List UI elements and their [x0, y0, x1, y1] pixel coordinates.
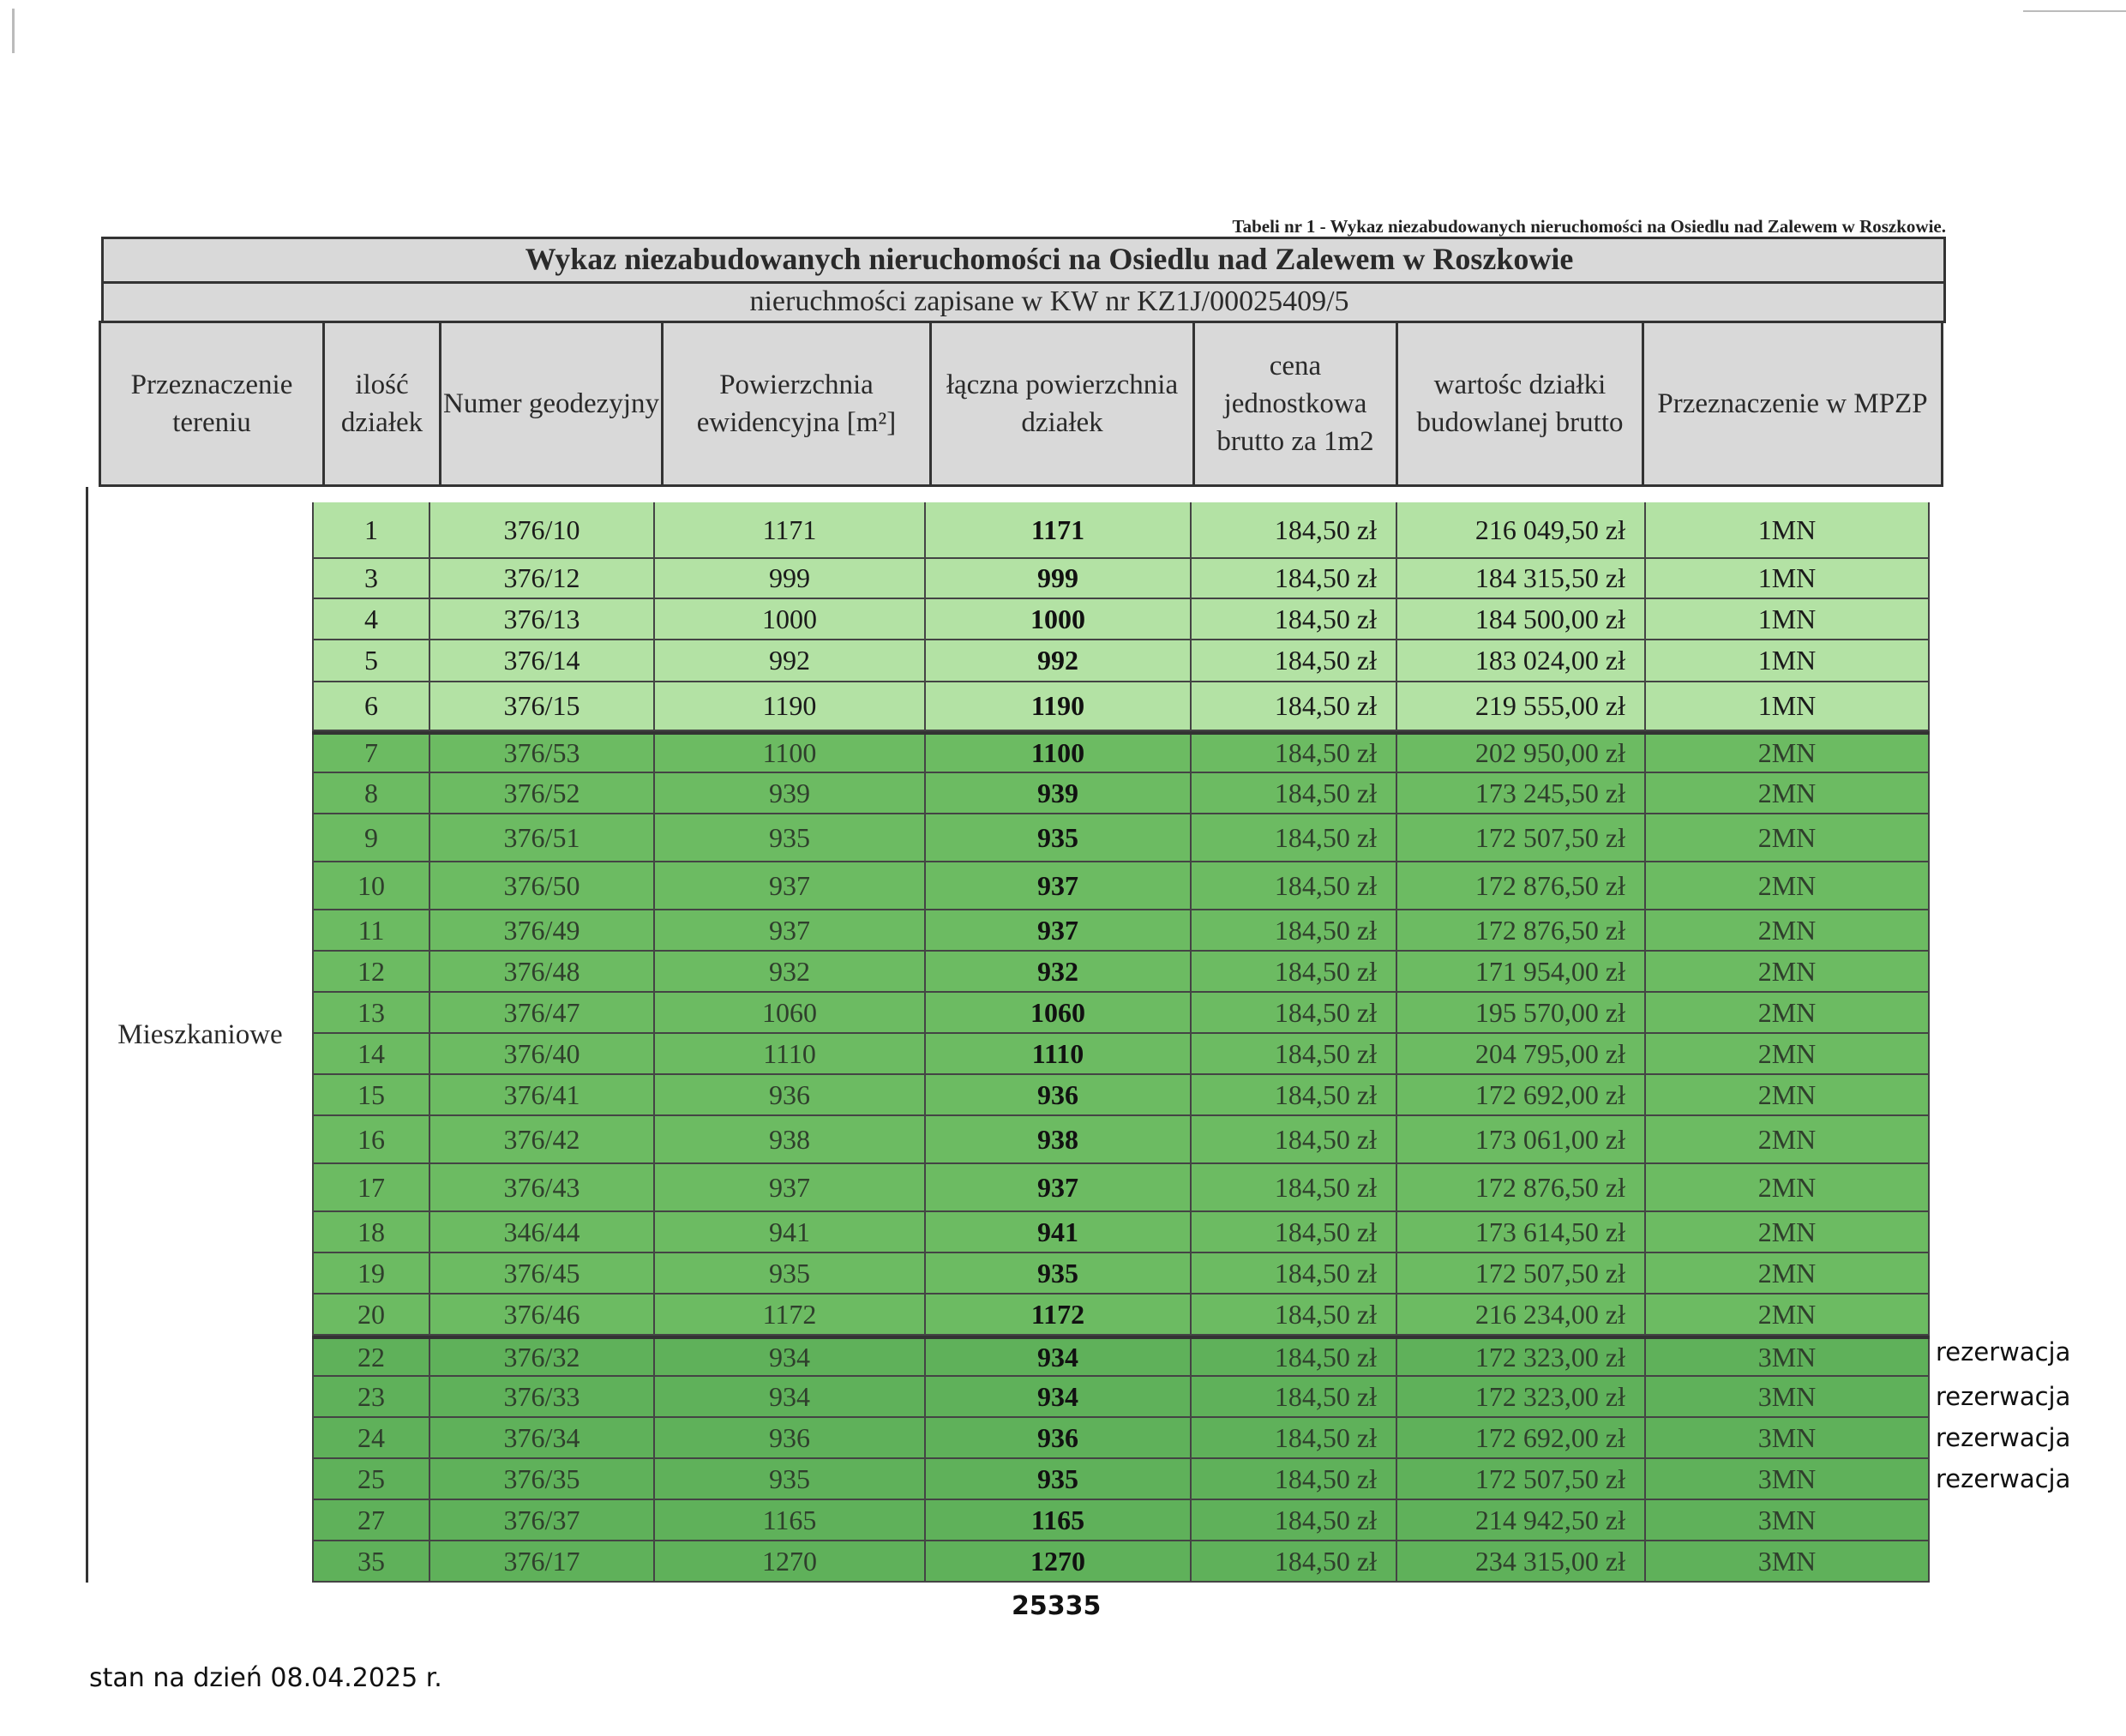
cell-lp: 19 [312, 1253, 430, 1293]
cell-numer: 376/17 [430, 1541, 655, 1581]
table-row [312, 1164, 1930, 1212]
cell-lp: 11 [312, 910, 430, 950]
cell-wartosc: 204 795,00 zł [1397, 1034, 1646, 1073]
cell-mpzp: 3MN [1646, 1339, 1930, 1375]
header-wartosc: wartośc działki budowlanej brutto [1396, 321, 1644, 487]
cell-lp: 12 [312, 952, 430, 991]
cell-wartosc: 172 876,50 zł [1397, 1164, 1646, 1210]
cell-cena: 184,50 zł [1192, 559, 1397, 598]
cell-lp: 15 [312, 1075, 430, 1114]
cell-powierzchnia: 1165 [655, 1500, 926, 1540]
cell-wartosc: 172 507,50 zł [1397, 814, 1646, 861]
cell-powierzchnia: 937 [655, 1164, 926, 1210]
cell-powierzchnia: 936 [655, 1418, 926, 1457]
cell-lp: 9 [312, 814, 430, 861]
cell-powierzchnia: 1171 [655, 502, 926, 557]
header-cena: cena jednostkowa brutto za 1m2 [1192, 321, 1398, 487]
cell-numer: 376/12 [430, 559, 655, 598]
cell-powierzchnia: 935 [655, 1253, 926, 1293]
cell-cena: 184,50 zł [1192, 1459, 1397, 1499]
table-row [312, 731, 1930, 773]
category-label: Mieszkaniowe [117, 1018, 283, 1050]
cell-lp: 3 [312, 559, 430, 598]
cell-numer: 376/46 [430, 1294, 655, 1334]
cell-lp: 23 [312, 1377, 430, 1416]
cell-cena: 184,50 zł [1192, 1034, 1397, 1073]
cell-mpzp: 2MN [1646, 1116, 1930, 1162]
cell-wartosc: 173 245,50 zł [1397, 773, 1646, 813]
table-row [312, 993, 1930, 1034]
header-powierzchnia: Powierzchnia ewidencyjna [m²] [661, 321, 932, 487]
cell-laczna: 938 [926, 1116, 1192, 1162]
cell-laczna: 937 [926, 862, 1192, 909]
cell-numer: 376/14 [430, 640, 655, 681]
header-laczna: łączna powierzchnia działek [929, 321, 1195, 487]
cell-powierzchnia: 1270 [655, 1541, 926, 1581]
cell-laczna: 1060 [926, 993, 1192, 1032]
cell-mpzp: 1MN [1646, 502, 1930, 557]
cell-mpzp: 1MN [1646, 640, 1930, 681]
cell-laczna: 1165 [926, 1500, 1192, 1540]
cell-powierzchnia: 1190 [655, 682, 926, 730]
cell-lp: 5 [312, 640, 430, 681]
cell-numer: 376/32 [430, 1339, 655, 1375]
cell-powierzchnia: 932 [655, 952, 926, 991]
cell-numer: 376/47 [430, 993, 655, 1032]
table-row [312, 640, 1930, 682]
cell-mpzp: 2MN [1646, 1253, 1930, 1293]
cell-cena: 184,50 zł [1192, 1253, 1397, 1293]
cell-lp: 13 [312, 993, 430, 1032]
scan-artifact [2023, 10, 2126, 12]
cell-laczna: 939 [926, 773, 1192, 813]
cell-laczna: 936 [926, 1418, 1192, 1457]
cell-cena: 184,50 zł [1192, 1500, 1397, 1540]
cell-mpzp: 1MN [1646, 599, 1930, 639]
cell-wartosc: 172 323,00 zł [1397, 1339, 1646, 1375]
cell-mpzp: 2MN [1646, 862, 1930, 909]
cell-numer: 376/52 [430, 773, 655, 813]
cell-mpzp: 2MN [1646, 773, 1930, 813]
cell-mpzp: 2MN [1646, 1212, 1930, 1252]
cell-lp: 4 [312, 599, 430, 639]
cell-numer: 376/48 [430, 952, 655, 991]
table-row [312, 682, 1930, 731]
cell-numer: 376/53 [430, 735, 655, 772]
header-numer: Numer geodezyjny [439, 321, 664, 487]
cell-powierzchnia: 999 [655, 559, 926, 598]
table-row [312, 1075, 1930, 1116]
reservation-note: rezerwacja [1936, 1423, 2071, 1452]
cell-cena: 184,50 zł [1192, 640, 1397, 681]
cell-numer: 376/43 [430, 1164, 655, 1210]
table-caption: Tabeli nr 1 - Wykaz niezabudowanych nieruchomości na Osiedlu nad Zalewem w Roszkowie. [1232, 216, 1946, 237]
cell-mpzp: 3MN [1646, 1377, 1930, 1416]
cell-wartosc: 219 555,00 zł [1397, 682, 1646, 730]
cell-lp: 20 [312, 1294, 430, 1334]
cell-laczna: 1270 [926, 1541, 1192, 1581]
cell-numer: 376/42 [430, 1116, 655, 1162]
cell-lp: 8 [312, 773, 430, 813]
cell-cena: 184,50 zł [1192, 1294, 1397, 1334]
header-przeznaczenie: Przeznaczenie tereniu [99, 321, 325, 487]
cell-laczna: 1000 [926, 599, 1192, 639]
cell-lp: 14 [312, 1034, 430, 1073]
cell-numer: 376/10 [430, 502, 655, 557]
cell-cena: 184,50 zł [1192, 1164, 1397, 1210]
cell-wartosc: 195 570,00 zł [1397, 993, 1646, 1032]
cell-mpzp: 3MN [1646, 1418, 1930, 1457]
cell-cena: 184,50 zł [1192, 952, 1397, 991]
cell-lp: 16 [312, 1116, 430, 1162]
cell-laczna: 932 [926, 952, 1192, 991]
cell-cena: 184,50 zł [1192, 1116, 1397, 1162]
cell-powierzchnia: 936 [655, 1075, 926, 1114]
cell-laczna: 935 [926, 814, 1192, 861]
reservation-note: rezerwacja [1936, 1337, 2071, 1367]
cell-powierzchnia: 939 [655, 773, 926, 813]
table-row [312, 1034, 1930, 1075]
cell-mpzp: 2MN [1646, 735, 1930, 772]
cell-numer: 376/33 [430, 1377, 655, 1416]
cell-cena: 184,50 zł [1192, 502, 1397, 557]
cell-cena: 184,50 zł [1192, 862, 1397, 909]
cell-wartosc: 172 323,00 zł [1397, 1377, 1646, 1416]
footer-date: stan na dzień 08.04.2025 r. [89, 1663, 442, 1693]
cell-mpzp: 2MN [1646, 1034, 1930, 1073]
cell-laczna: 1110 [926, 1034, 1192, 1073]
cell-mpzp: 2MN [1646, 1164, 1930, 1210]
reservation-note: rezerwacja [1936, 1382, 2071, 1411]
cell-laczna: 934 [926, 1339, 1192, 1375]
cell-laczna: 937 [926, 1164, 1192, 1210]
cell-powierzchnia: 992 [655, 640, 926, 681]
cell-numer: 376/50 [430, 862, 655, 909]
cell-cena: 184,50 zł [1192, 735, 1397, 772]
cell-cena: 184,50 zł [1192, 773, 1397, 813]
cell-wartosc: 172 507,50 zł [1397, 1459, 1646, 1499]
cell-cena: 184,50 zł [1192, 814, 1397, 861]
table-row [312, 952, 1930, 993]
cell-numer: 376/49 [430, 910, 655, 950]
table-subtitle: nieruchmości zapisane w KW nr KZ1J/00025409/5 [101, 281, 1946, 323]
category-cell [86, 487, 312, 1583]
cell-mpzp: 1MN [1646, 559, 1930, 598]
cell-laczna: 934 [926, 1377, 1192, 1416]
table-row [312, 1294, 1930, 1336]
cell-laczna: 999 [926, 559, 1192, 598]
cell-lp: 10 [312, 862, 430, 909]
reservation-note: rezerwacja [1936, 1464, 2071, 1493]
table-row [312, 1253, 1930, 1294]
cell-powierzchnia: 1060 [655, 993, 926, 1032]
table-row [312, 559, 1930, 599]
table-row [312, 1116, 1930, 1164]
cell-wartosc: 202 950,00 zł [1397, 735, 1646, 772]
cell-powierzchnia: 937 [655, 910, 926, 950]
cell-cena: 184,50 zł [1192, 1212, 1397, 1252]
cell-lp: 18 [312, 1212, 430, 1252]
cell-lp: 17 [312, 1164, 430, 1210]
cell-powierzchnia: 941 [655, 1212, 926, 1252]
table-row [312, 1377, 1930, 1418]
cell-numer: 376/13 [430, 599, 655, 639]
cell-mpzp: 2MN [1646, 952, 1930, 991]
cell-wartosc: 184 315,50 zł [1397, 559, 1646, 598]
cell-powierzchnia: 934 [655, 1377, 926, 1416]
cell-numer: 376/51 [430, 814, 655, 861]
table-title: Wykaz niezabudowanych nieruchomości na Osiedlu nad Zalewem w Roszkowie [101, 237, 1946, 284]
cell-lp: 35 [312, 1541, 430, 1581]
cell-mpzp: 3MN [1646, 1500, 1930, 1540]
cell-wartosc: 172 692,00 zł [1397, 1418, 1646, 1457]
cell-lp: 24 [312, 1418, 430, 1457]
cell-powierzchnia: 1100 [655, 735, 926, 772]
cell-lp: 6 [312, 682, 430, 730]
cell-wartosc: 172 876,50 zł [1397, 910, 1646, 950]
table-row [312, 1500, 1930, 1541]
cell-laczna: 935 [926, 1253, 1192, 1293]
cell-mpzp: 2MN [1646, 993, 1930, 1032]
cell-wartosc: 183 024,00 zł [1397, 640, 1646, 681]
total-area: 25335 [1012, 1591, 1102, 1621]
cell-lp: 7 [312, 735, 430, 772]
cell-mpzp: 3MN [1646, 1541, 1930, 1581]
cell-laczna: 937 [926, 910, 1192, 950]
cell-lp: 27 [312, 1500, 430, 1540]
cell-wartosc: 172 876,50 zł [1397, 862, 1646, 909]
cell-numer: 346/44 [430, 1212, 655, 1252]
table-row [312, 910, 1930, 952]
scan-artifact [12, 9, 15, 53]
cell-wartosc: 173 614,50 zł [1397, 1212, 1646, 1252]
cell-cena: 184,50 zł [1192, 1541, 1397, 1581]
cell-wartosc: 172 507,50 zł [1397, 1253, 1646, 1293]
cell-numer: 376/37 [430, 1500, 655, 1540]
cell-laczna: 1190 [926, 682, 1192, 730]
cell-mpzp: 3MN [1646, 1459, 1930, 1499]
cell-cena: 184,50 zł [1192, 599, 1397, 639]
header-ilosc: ilość działek [322, 321, 441, 487]
cell-numer: 376/41 [430, 1075, 655, 1114]
cell-powierzchnia: 1000 [655, 599, 926, 639]
table-row [312, 1541, 1930, 1583]
cell-cena: 184,50 zł [1192, 1075, 1397, 1114]
cell-powierzchnia: 935 [655, 1459, 926, 1499]
cell-mpzp: 2MN [1646, 814, 1930, 861]
cell-wartosc: 234 315,00 zł [1397, 1541, 1646, 1581]
cell-cena: 184,50 zł [1192, 1377, 1397, 1416]
table-row [312, 773, 1930, 814]
cell-laczna: 935 [926, 1459, 1192, 1499]
cell-wartosc: 184 500,00 zł [1397, 599, 1646, 639]
cell-powierzchnia: 1172 [655, 1294, 926, 1334]
cell-cena: 184,50 zł [1192, 910, 1397, 950]
cell-wartosc: 172 692,00 zł [1397, 1075, 1646, 1114]
cell-laczna: 1100 [926, 735, 1192, 772]
table-row [312, 1336, 1930, 1377]
table-row [312, 599, 1930, 640]
cell-numer: 376/34 [430, 1418, 655, 1457]
cell-laczna: 1171 [926, 502, 1192, 557]
cell-powierzchnia: 1110 [655, 1034, 926, 1073]
cell-numer: 376/40 [430, 1034, 655, 1073]
cell-mpzp: 2MN [1646, 1294, 1930, 1334]
table-row [312, 1459, 1930, 1500]
cell-lp: 22 [312, 1339, 430, 1375]
cell-mpzp: 2MN [1646, 910, 1930, 950]
header-mpzp: Przeznaczenie w MPZP [1642, 321, 1943, 487]
cell-wartosc: 171 954,00 zł [1397, 952, 1646, 991]
cell-wartosc: 173 061,00 zł [1397, 1116, 1646, 1162]
cell-cena: 184,50 zł [1192, 1339, 1397, 1375]
cell-laczna: 1172 [926, 1294, 1192, 1334]
table-row [312, 502, 1930, 559]
cell-numer: 376/15 [430, 682, 655, 730]
cell-laczna: 941 [926, 1212, 1192, 1252]
cell-wartosc: 216 049,50 zł [1397, 502, 1646, 557]
table-row [312, 862, 1930, 910]
cell-lp: 1 [312, 502, 430, 557]
cell-lp: 25 [312, 1459, 430, 1499]
cell-powierzchnia: 938 [655, 1116, 926, 1162]
table-row [312, 1418, 1930, 1459]
cell-powierzchnia: 935 [655, 814, 926, 861]
cell-numer: 376/45 [430, 1253, 655, 1293]
cell-cena: 184,50 zł [1192, 682, 1397, 730]
cell-cena: 184,50 zł [1192, 993, 1397, 1032]
cell-mpzp: 1MN [1646, 682, 1930, 730]
cell-powierzchnia: 937 [655, 862, 926, 909]
cell-wartosc: 216 234,00 zł [1397, 1294, 1646, 1334]
cell-laczna: 992 [926, 640, 1192, 681]
cell-wartosc: 214 942,50 zł [1397, 1500, 1646, 1540]
table-row [312, 1212, 1930, 1253]
cell-powierzchnia: 934 [655, 1339, 926, 1375]
cell-mpzp: 2MN [1646, 1075, 1930, 1114]
table-row [312, 814, 1930, 862]
cell-cena: 184,50 zł [1192, 1418, 1397, 1457]
cell-numer: 376/35 [430, 1459, 655, 1499]
cell-laczna: 936 [926, 1075, 1192, 1114]
